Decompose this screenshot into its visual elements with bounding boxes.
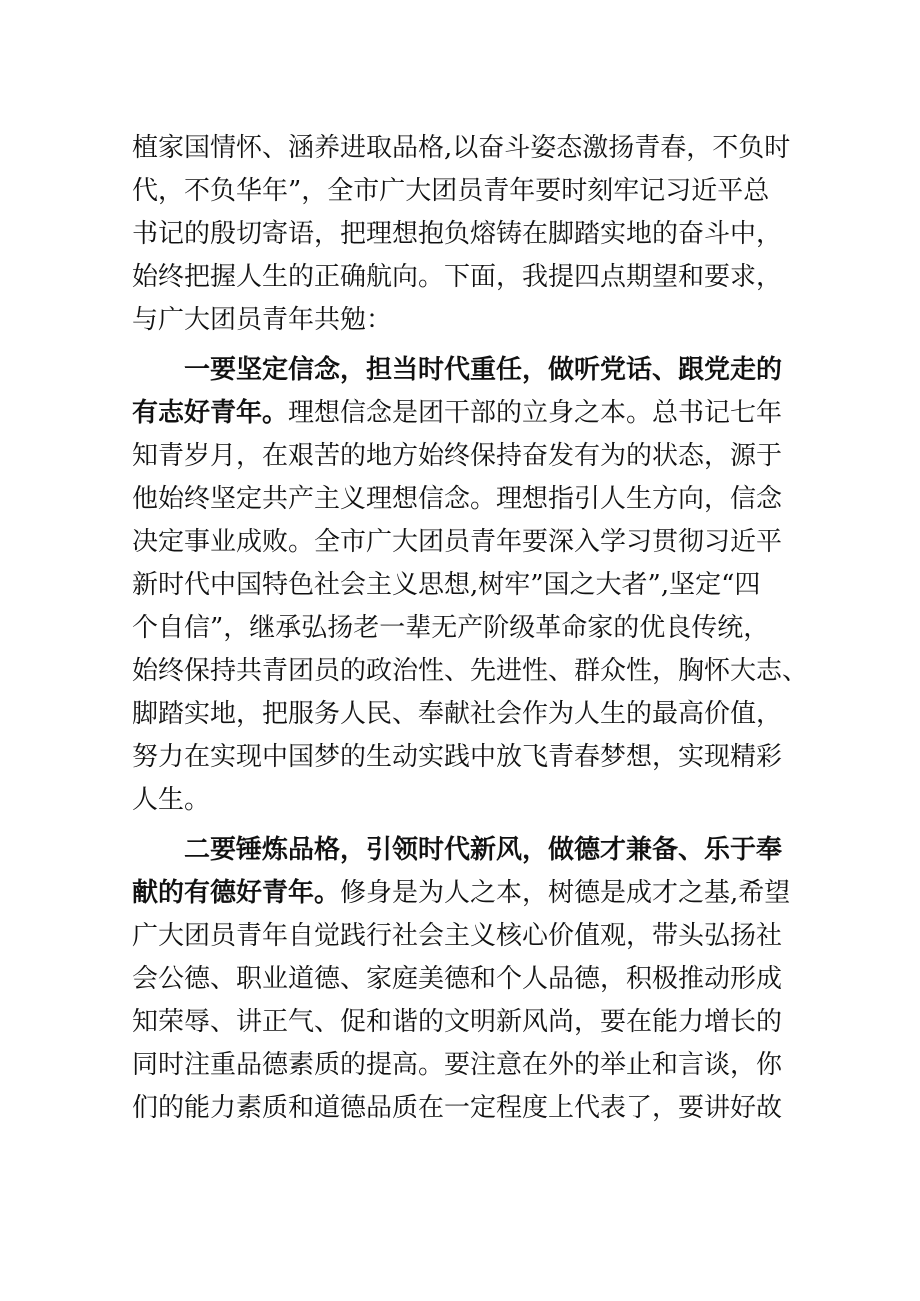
- text-segment: 修身是为人之本，树德是成才之基,希望: [340, 878, 791, 908]
- text-line: 知荣辱、讲正气、促和谐的文明新风尚，要在能力增长的: [132, 1007, 783, 1037]
- text-line: 植家国情怀、涵养进取品格,以奋斗姿态激扬青春，不负时: [132, 133, 791, 163]
- text-line: 新时代中国特色社会主义思想,树牢”国之大者”,坚定“四: [132, 570, 761, 600]
- text-line: [132, 392, 812, 435]
- text-line: 与广大团员青年共勉：: [132, 305, 393, 335]
- text-segment: 理想信念是团干部的立身之本。总书记七年: [288, 398, 783, 428]
- text-line: 广大团员青年自觉践行社会主义核心价值观，带头弘扬社: [132, 921, 783, 951]
- text-line: 代，不负华年”，全市广大团员青年要时刻牢记习近平总: [132, 176, 770, 206]
- text-line: 们的能力素质和道德品质在一定程度上代表了，要讲好故: [132, 1093, 783, 1123]
- text-line: 脚踏实地，把服务人民、奉献社会作为人生的最高价值，: [132, 699, 783, 729]
- text-line: [132, 872, 812, 915]
- text-line: 他始终坚定共产主义理想信念。理想指引人生方向，信念: [132, 484, 783, 514]
- paragraph-heading-line: [132, 829, 812, 872]
- text-line: 知青岁月，在艰苦的地方始终保持奋发有为的状态，源于: [132, 441, 783, 471]
- text-line: 同时注重品德素质的提高。要注意在外的举止和言谈，你: [132, 1050, 783, 1080]
- text-line: 会公德、职业道德、家庭美德和个人品德，积极推动形成: [132, 964, 783, 994]
- text-line: 个自信”，继承弘扬老一辈无产阶级革命家的优良传统，: [132, 613, 770, 643]
- paragraph-heading-end: 献的有德好青年。: [132, 878, 341, 908]
- text-line: 人生。: [132, 785, 211, 815]
- body-text: [132, 127, 812, 1130]
- text-line: 始终保持共青团员的政治性、先进性、群众性，胸怀大志、: [132, 656, 809, 686]
- paragraph-heading: 二要锤炼品格，引领时代新风，做德才兼备、乐于奉: [184, 835, 783, 865]
- text-line: 始终把握人生的正确航向。下面，我提四点期望和要求，: [132, 262, 783, 292]
- paragraph-heading-line: [132, 349, 812, 392]
- paragraph-heading: 一要坚定信念，担当时代重任，做听党话、跟党走的: [184, 355, 783, 385]
- paragraph-heading-end: 有志好青年。: [132, 398, 289, 428]
- text-line: 书记的殷切寄语，把理想抱负熔铸在脚踏实地的奋斗中，: [132, 219, 783, 249]
- text-line: 决定事业成败。全市广大团员青年要深入学习贯彻习近平: [132, 527, 783, 557]
- text-line: 努力在实现中国梦的生动实践中放飞青春梦想，实现精彩: [132, 742, 783, 772]
